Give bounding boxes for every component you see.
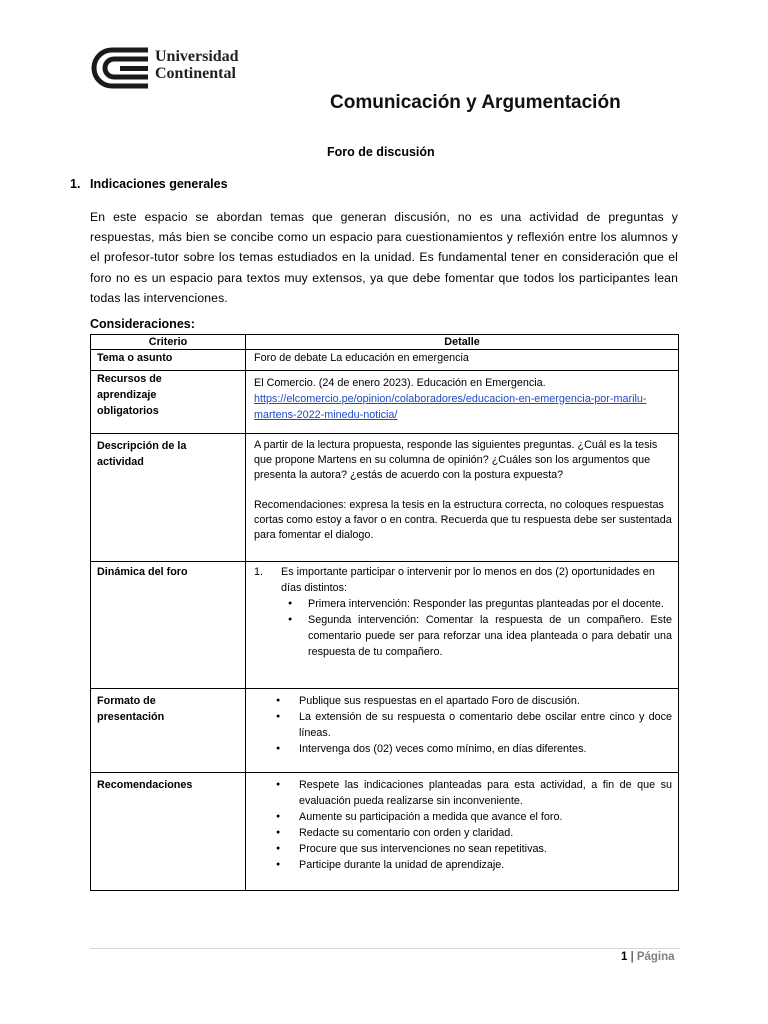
resource-link[interactable]: https://elcomercio.pe/opinion/colaboradores/educacion-en-emergencia-por-marilu-martens-2022-minedu-noticia/ (254, 393, 647, 421)
criterion-cell: Recomendaciones (91, 773, 246, 891)
considerations-label: Consideraciones: (90, 317, 195, 331)
criterion-cell: Descripción de la actividad (91, 434, 246, 562)
detail-cell (246, 689, 679, 773)
considerations-table (90, 334, 679, 891)
page-number: 1 (621, 951, 628, 963)
table-header-row (91, 335, 679, 350)
list-item: ● Aumente su participación a medida que avance el foro. (254, 809, 672, 825)
list-item: ● Procure que sus intervenciones no sean repetitivas. (254, 841, 672, 857)
list-item: ● Segunda intervención: Comentar la respuesta de un compañero. Este comentario puede ser para reforzar una idea planteada o para debatir una respuesta de tu compañero. (266, 612, 672, 660)
page-label: Página (636, 951, 675, 963)
page-subtitle: Foro de discusión (327, 145, 435, 159)
list-item: ● Primera intervención: Responder las preguntas planteadas por el docente. (266, 596, 672, 612)
section-heading: 1. Indicaciones generales (70, 177, 228, 191)
table-row (91, 350, 679, 371)
list-item: ● Participe durante la unidad de aprendizaje. (254, 857, 672, 873)
list-item: ● Intervenga dos (02) veces como mínimo, en días diferentes. (254, 741, 672, 757)
table-row (91, 562, 679, 689)
table-row (91, 371, 679, 434)
page-title: Comunicación y Argumentación (330, 92, 621, 113)
detail-cell: El Comercio. (24 de enero 2023). Educación en Emergencia. https://elcomercio.pe/opinion/colaboradores/educacion-en-emergencia-por-marilu-martens-2022-minedu-noticia/ (246, 371, 679, 434)
list-item: ● La extensión de su respuesta o comentario debe oscilar entre cinco y doce líneas. (254, 709, 672, 741)
section-paragraph: En este espacio se abordan temas que generan discusión, no es una actividad de preguntas y respuestas, más bien se concibe como un espacio para cuestionamientos y reflexión entre los alumnos y el profesor-tutor sobre los temas estudiados en la unidad. Es fundamental tener en consideración que el foro no es un espacio para textos muy extensos, ya que debe fomentar que todos los participantes lean todas las intervenciones. (90, 210, 678, 305)
detail-cell (246, 773, 679, 891)
detail-cell: Foro de debate La educación en emergencia (246, 350, 679, 371)
page-footer: 1 | Página (621, 951, 675, 963)
footer-divider (90, 948, 680, 949)
university-name: Universidad Continental (155, 48, 239, 82)
table-row (91, 689, 679, 773)
criterion-cell: Tema o asunto (91, 350, 246, 371)
table-row (91, 434, 679, 562)
criterion-cell: Formato de presentación (91, 689, 246, 773)
table-row (91, 773, 679, 891)
detail-cell: A partir de la lectura propuesta, responde las siguientes preguntas. ¿Cuál es la tesis que propone Martens en su columna de opinión? ¿Cuáles son los argumentos que presenta la autora? ¿estás de acuerdo con la postura expuesta? Recomendaciones: expresa la tesis en la estructura correcta, no coloques respuestas cortas como estoy a favor o en contra. Recuerda que tu respuesta debe ser sustentada para fomentar el dialogo. (246, 434, 679, 562)
column-header-criterio: Criterio (91, 335, 246, 350)
criterion-cell: Recursos de aprendizaje obligatorios (91, 371, 246, 434)
list-item: ● Publique sus respuestas en el apartado Foro de discusión. (254, 693, 672, 709)
criterion-cell: Dinámica del foro (91, 562, 246, 689)
list-item: ● Redacte su comentario con orden y claridad. (254, 825, 672, 841)
column-header-detalle: Detalle (246, 335, 679, 350)
detail-cell (246, 562, 679, 689)
list-item: ● Respete las indicaciones planteadas para esta actividad, a fin de que su evaluación pueda realizarse sin inconveniente. (254, 777, 672, 809)
list-item: 1. Es importante participar o intervenir por lo menos en dos (2) oportunidades en días distintos: ● Primera intervención: Responder las preguntas planteadas por el docente. ● Segunda intervención: Comentar la respuesta de un compañero. Este comentario puede ser para reforzar una idea planteada o para debatir una respuesta de tu compañero. (254, 564, 672, 660)
